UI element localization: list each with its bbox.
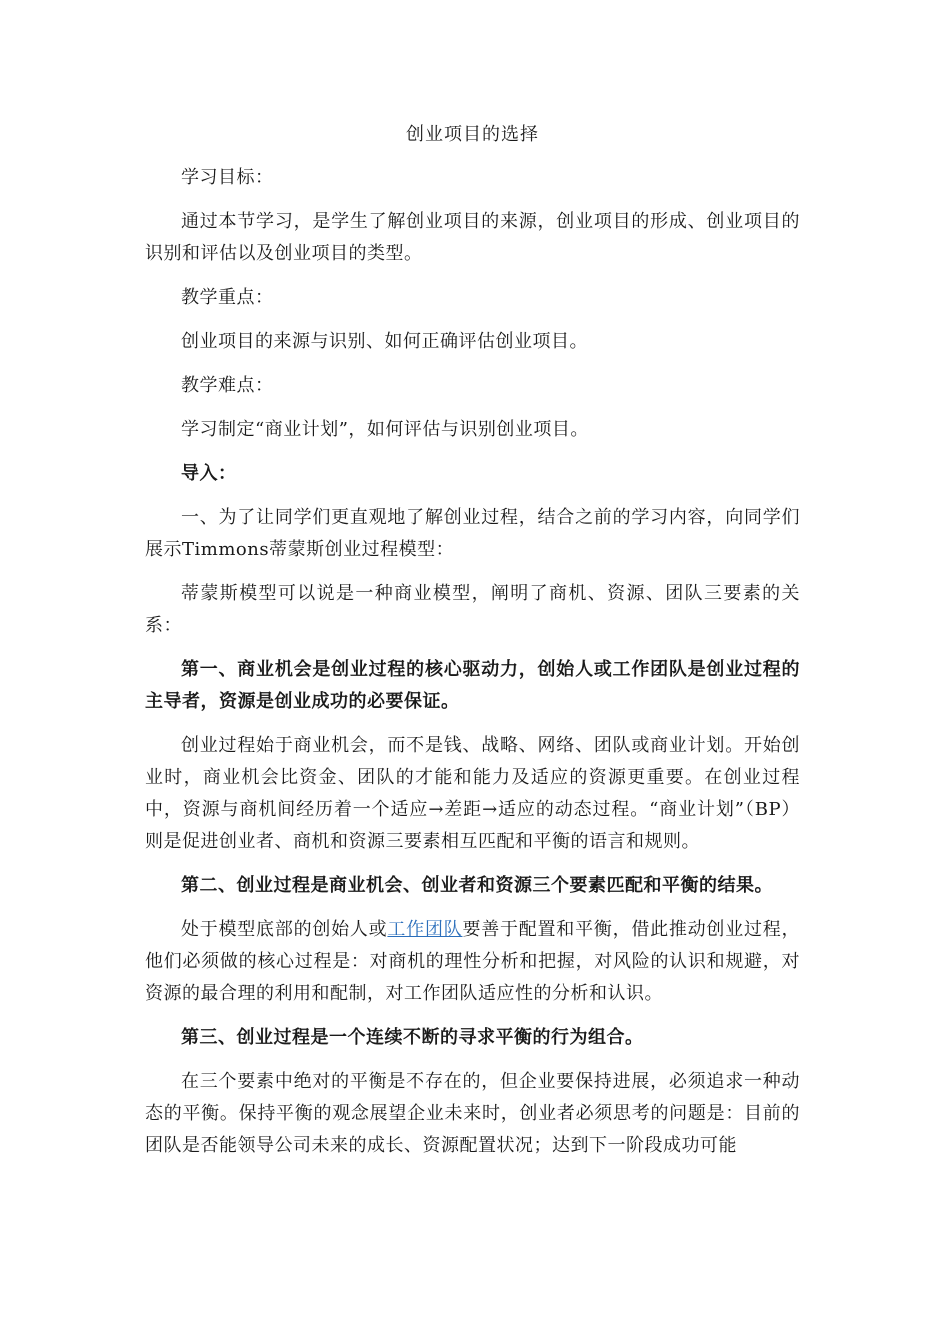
difficulty-label: 教学难点： <box>181 375 274 396</box>
goal-text: 通过本节学习，是学生了解创业项目的来源，创业项目的形成、创业项目的识别和评估以及创业项目的类型。 <box>145 211 800 264</box>
intro-text: 一、为了让同学们更直观地了解创业过程，结合之前的学习内容，向同学们展示Timmons蒂蒙斯创业过程模型： <box>145 507 800 560</box>
difficulty-text: 学习制定“商业计划”，如何评估与识别创业项目。 <box>181 419 589 440</box>
point2-text-before: 处于模型底部的创始人或 <box>181 919 388 940</box>
key-label: 教学重点： <box>181 287 274 308</box>
point3-heading: 第三、创业过程是一个连续不断的寻求平衡的行为组合。 <box>181 1027 644 1048</box>
point2-paragraph <box>145 914 800 1010</box>
point1-text: 创业过程始于商业机会，而不是钱、战略、网络、团队或商业计划。开始创业时，商业机会比资金、团队的才能和能力及适应的资源更重要。在创业过程中，资源与商机间经历着一个适应→差距→适应的动态过程。“商业计划”（BP）则是促进创业者、商机和资源三要素相互匹配和平衡的语言和规则。 <box>145 735 800 852</box>
key-text: 创业项目的来源与识别、如何正确评估创业项目。 <box>181 331 588 352</box>
work-team-link[interactable]: 工作团队 <box>387 919 463 940</box>
point2-text-after: 要善于配置和平衡，借此推动创业过程，他们必须做的核心过程是：对商机的理性分析和把握，对风险的认识和规避，对资源的最合理的利用和配制，对工作团队适应性的分析和认识。 <box>145 919 800 1004</box>
document-page <box>145 120 800 1344</box>
point3-text: 在三个要素中绝对的平衡是不存在的，但企业要保持进展，必须追求一种动态的平衡。保持平衡的观念展望企业未来时，创业者必须思考的问题是：目前的团队是否能领导公司未来的成长、资源配置状况；达到下一阶段成功可能 <box>145 1071 800 1156</box>
model-text: 蒂蒙斯模型可以说是一种商业模型，阐明了商机、资源、团队三要素的关系： <box>145 583 800 636</box>
point2-heading: 第二、创业过程是商业机会、创业者和资源三个要素匹配和平衡的结果。 <box>181 875 773 896</box>
document-title: 创业项目的选择 <box>406 124 539 145</box>
intro-label: 导入： <box>181 463 237 484</box>
goal-label: 学习目标： <box>181 167 274 188</box>
point1-heading: 第一、商业机会是创业过程的核心驱动力，创始人或工作团队是创业过程的主导者，资源是创业成功的必要保证。 <box>145 659 800 712</box>
